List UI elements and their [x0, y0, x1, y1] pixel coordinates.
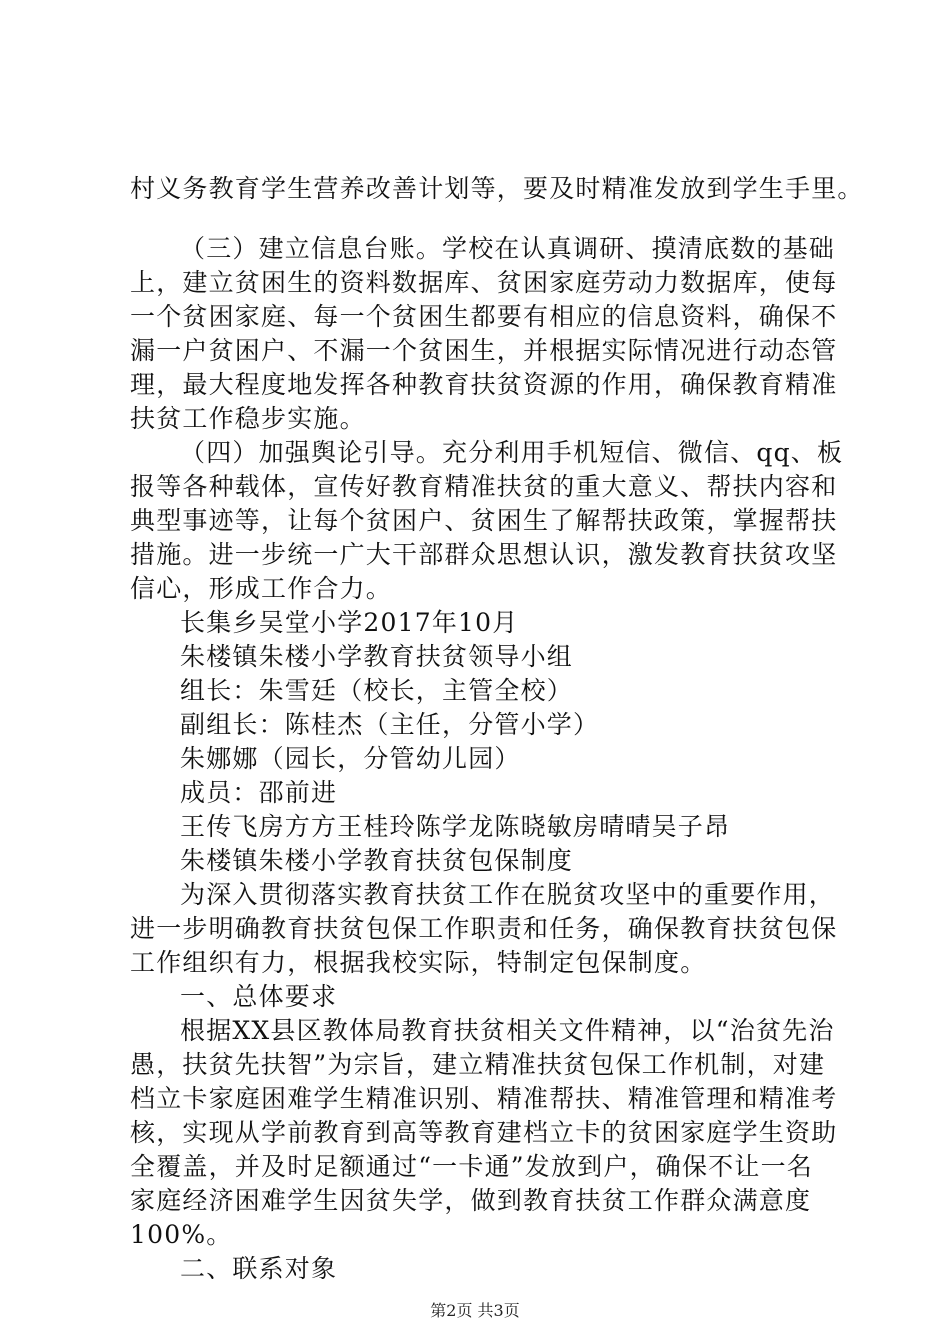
page-number: 第2页 共3页	[430, 1301, 520, 1320]
text-line: 一个贫困家庭、每一个贫困生都要有相应的信息资料，确保不	[130, 302, 838, 331]
text-line: 长集乡吴堂小学2017年10月	[180, 608, 519, 637]
text-line: 为深入贯彻落实教育扶贫工作在脱贫攻坚中的重要作用，	[180, 880, 836, 909]
text-line: 朱娜娜（园长，分管幼儿园）	[180, 744, 521, 773]
text-line: 报等各种载体，宣传好教育精准扶贫的重大意义、帮扶内容和	[130, 472, 838, 501]
text-line: 信心，形成工作合力。	[130, 574, 393, 603]
text-line: 村义务教育学生营养改善计划等，要及时精准发放到学生手里。	[130, 174, 864, 203]
text-line: 典型事迹等，让每个贫困户、贫困生了解帮扶政策，掌握帮扶	[130, 506, 838, 535]
text-line: 漏一户贫困户、不漏一个贫困生，并根据实际情况进行动态管	[130, 336, 838, 365]
text-line: 理，最大程度地发挥各种教育扶贫资源的作用，确保教育精准	[130, 370, 838, 399]
text-line: 扶贫工作稳步实施。	[130, 404, 366, 433]
text-line: 一、总体要求	[180, 982, 338, 1011]
text-line: 愚，扶贫先扶智”为宗旨，建立精准扶贫包保工作机制，对建	[130, 1050, 826, 1079]
text-line: 上，建立贫困生的资料数据库、贫困家庭劳动力数据库，使每	[130, 268, 838, 297]
text-line: （四）加强舆论引导。充分利用手机短信、微信、qq、板	[180, 438, 844, 467]
text-line: 全覆盖，并及时足额通过“一卡通”发放到户，确保不让一名	[130, 1152, 813, 1181]
text-line: 组长：朱雪廷（校长，主管全校）	[180, 676, 574, 705]
text-line: 措施。进一步统一广大干部群众思想认识，激发教育扶贫攻坚	[130, 540, 838, 569]
text-line: 二、联系对象	[180, 1254, 338, 1283]
text-line: 根据XX县区教体局教育扶贫相关文件精神，以“治贫先治	[180, 1016, 835, 1045]
text-line: 朱楼镇朱楼小学教育扶贫包保制度	[180, 846, 574, 875]
text-line: 进一步明确教育扶贫包保工作职责和任务，确保教育扶贫包保	[130, 914, 838, 943]
text-line: 成员：邵前进	[180, 778, 338, 807]
text-line: 核，实现从学前教育到高等教育建档立卡的贫困家庭学生资助	[130, 1118, 838, 1147]
text-line: 家庭经济困难学生因贫失学，做到教育扶贫工作群众满意度	[130, 1186, 812, 1215]
text-line: 100%。	[130, 1220, 233, 1249]
text-line: 朱楼镇朱楼小学教育扶贫领导小组	[180, 642, 574, 671]
text-line: 档立卡家庭困难学生精准识别、精准帮扶、精准管理和精准考	[130, 1084, 838, 1113]
text-line: （三）建立信息台账。学校在认真调研、摸清底数的基础	[180, 234, 836, 263]
text-line: 王传飞房方方王桂玲陈学龙陈晓敏房晴晴吴子昂	[180, 812, 731, 841]
text-line: 副组长：陈桂杰（主任，分管小学）	[180, 710, 600, 739]
text-line: 工作组织有力，根据我校实际，特制定包保制度。	[130, 948, 707, 977]
